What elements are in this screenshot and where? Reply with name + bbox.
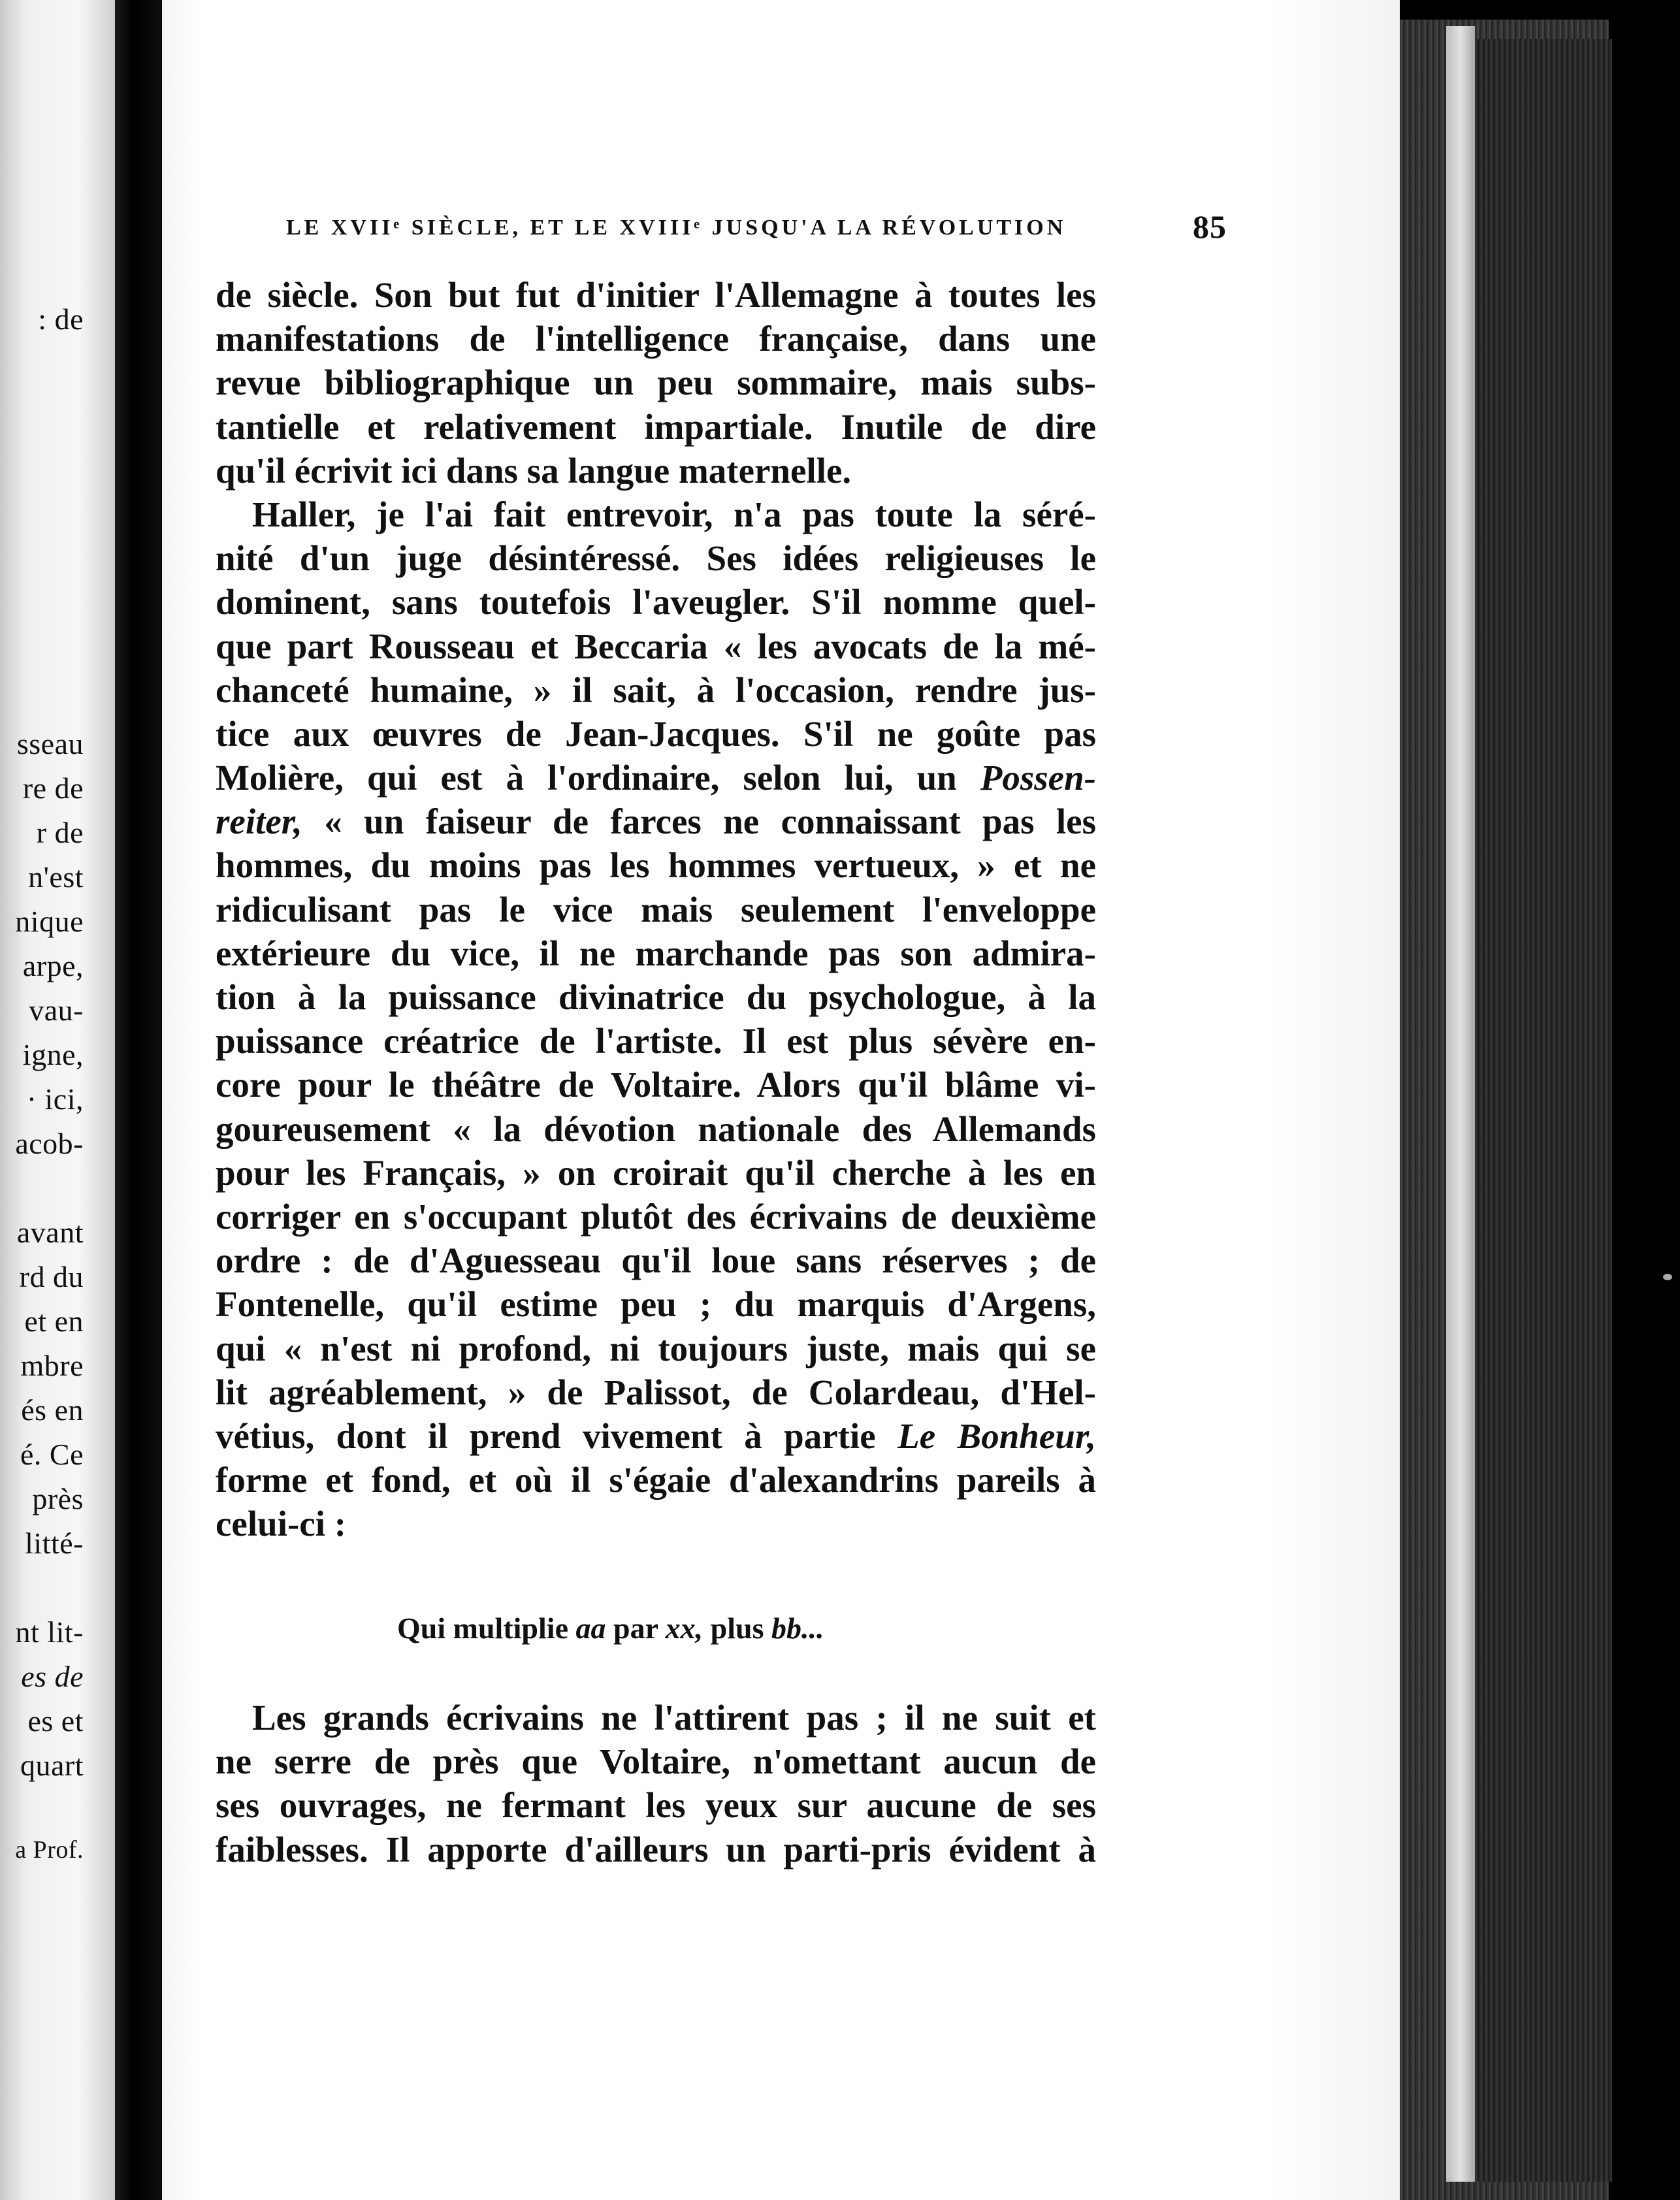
text-line: faiblesses. Il apporte d'ailleurs un parti-pris évident à [216,1829,1096,1869]
text-line: goureusement « la dévotion nationale des Allemands [216,1108,1096,1149]
quote-text: Qui multiplie [397,1611,568,1645]
prev-fragment: nt lit- [15,1615,84,1649]
prev-fragment: igne, [22,1038,84,1071]
text-line: Haller, je l'ai fait entrevoir, n'a pas toute la séré- [252,494,1096,534]
text-line: chanceté humaine, » il sait, à l'occasion, rendre jus- [216,670,1096,710]
text-line: forme et fond, et où il s'égaie d'alexandrins pareils à [216,1460,1096,1500]
italic-title-le-bonheur: Le Bonheur, [897,1415,1097,1456]
book-edge-highlight [1446,26,1475,2182]
text-line: lit agréablement, » de Palissot, de Colardeau, d'Hel- [216,1372,1096,1412]
running-head [286,208,1227,247]
quote-text: par [613,1611,658,1645]
prev-fragment: es et [27,1704,84,1738]
book-page [162,0,1400,2200]
text-line: tantielle et relativement impartiale. Inutile de dire [216,406,1096,447]
text-line: que part Rousseau et Beccaria « les avocats de la mé- [216,626,1096,666]
prev-fragment: re de [22,771,84,805]
text-line: pour les Français, » on croirait qu'il cherche à les en [216,1152,1096,1193]
prev-fragment: é. Ce [20,1438,84,1471]
quote-italic: aa [575,1611,606,1645]
text-line: ridiculisant pas le vice mais seulement l'enveloppe [216,889,1096,930]
text-line: manifestations de l'intelligence française, dans une [216,319,1096,359]
text-line: de siècle. Son but fut d'initier l'Allemagne à toutes les [216,275,1096,315]
prev-fragment: litté- [25,1527,84,1560]
text-line: dominent, sans toutefois l'aveugler. S'il nomme quel- [216,582,1096,623]
text-line: tion à la puissance divinatrice du psychologue, à la [216,977,1096,1017]
running-title: LE XVIIᵉ SIÈCLE, ET LE XVIIIᵉ JUSQU'A LA RÉVOLUTION [286,216,1067,240]
scan-speck [1663,1274,1672,1280]
text-span: « un faiseur de farces ne connaissant pas les [324,801,1096,842]
prev-fragment: sseau [16,727,84,760]
book-edge-pages [1475,39,1612,2182]
quote-text: plus [710,1611,764,1645]
prev-fragment: rd du [19,1260,84,1293]
text-span: vétius, dont il prend vivement à partie [216,1415,876,1456]
text-line: nité d'un juge désintéressé. Ses idées religieuses le [216,538,1096,579]
prev-fragment: és en [21,1393,84,1427]
prev-fragment: a Prof. [15,1836,84,1864]
prev-fragment: es de [21,1660,84,1693]
prev-fragment: avant [16,1216,84,1249]
text-line: revue bibliographique un peu sommaire, mais subs- [216,363,1096,403]
prev-fragment: quart [20,1749,84,1782]
italic-word-reiter: reiter, [216,801,302,842]
text-line: tice aux œuvres de Jean-Jacques. S'il ne goûte pas [216,713,1096,754]
text-line: qui « n'est ni profond, ni toujours juste, mais qui se [216,1328,1096,1368]
text-line: celui-ci : [216,1504,347,1544]
text-line: qu'il écrivit ici dans sa langue maternelle. [216,450,852,491]
body-text [216,273,1096,1545]
previous-page-strip [0,0,115,2200]
prev-fragment: vau- [29,994,84,1027]
text-line: ses ouvrages, ne fermant les yeux sur aucune de ses [216,1785,1096,1826]
text-line: puissance créatrice de l'artiste. Il est plus sévère en- [216,1021,1096,1061]
quote-italic: bb... [771,1611,824,1645]
prev-fragment: : de [38,302,84,336]
text-line: ordre : de d'Aguesseau qu'il loue sans réserves ; de [216,1240,1096,1281]
prev-fragment: et en [24,1304,84,1338]
text-line [216,756,1096,800]
text-line: ne serre de près que Voltaire, n'omettant aucun de [216,1741,1096,1782]
verse-quote [397,1611,824,1645]
prev-fragment: arpe, [22,949,84,982]
text-line: core pour le théâtre de Voltaire. Alors qu'il blâme vi- [216,1065,1096,1105]
prev-fragment: mbre [20,1349,84,1382]
italic-word-possen: Possen- [980,758,1097,798]
page-number: 85 [1193,208,1227,245]
body-text-continued [216,1696,1096,1871]
prev-fragment: acob- [15,1127,84,1160]
text-line [216,800,1096,843]
text-line [216,1414,1096,1458]
previous-page-text [0,0,99,2200]
book-gutter [115,0,161,2200]
text-line: hommes, du moins pas les hommes vertueux, » et ne [216,845,1096,886]
quote-italic: xx, [665,1611,703,1645]
prev-fragment: nique [15,905,84,938]
text-line: Fontenelle, qu'il estime peu ; du marquis d'Argens, [216,1284,1096,1325]
prev-fragment: r de [36,816,84,849]
text-line: extérieure du vice, il ne marchande pas son admira- [216,933,1096,973]
prev-fragment: · ici, [26,1082,84,1116]
text-line: corriger en s'occupant plutôt des écrivains de deuxième [216,1196,1096,1237]
text-span: Molière, qui est à l'ordinaire, selon lui, un [216,758,957,798]
prev-fragment: n'est [28,860,84,894]
prev-fragment: près [32,1482,84,1515]
text-line: Les grands écrivains ne l'attirent pas ; il ne suit et [252,1698,1096,1738]
